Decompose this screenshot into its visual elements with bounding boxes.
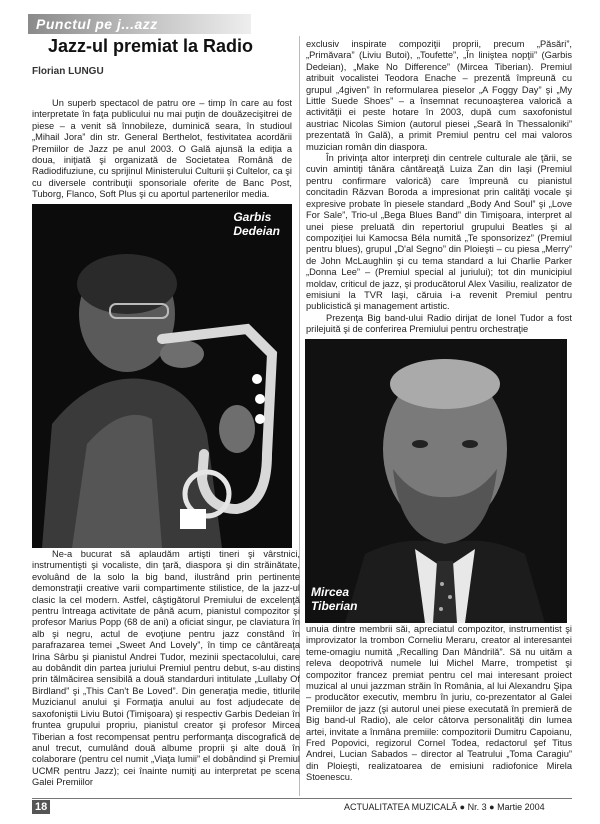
photo1-caption bbox=[233, 210, 280, 238]
paragraph-bigband: Prezenţa Big band-ului Radio dirijat de Ionel Tudor a fost prilejuită şi de conferirea Premiului pentru orchestraţie bbox=[306, 312, 572, 335]
page-footer bbox=[0, 798, 600, 818]
caption-line: Garbis bbox=[233, 210, 272, 224]
page-number: 18 bbox=[32, 800, 50, 814]
section-rubric: Punctul pe j...azz bbox=[28, 14, 251, 34]
paragraph-awards: Ne-a bucurat să aplaudăm artişti tineri şi vârstnici, instrumentişti şi vocaliste, din ţară, diaspora şi din străinătate, evoluând de la solo la big band, ilustrând prin pertinente demonstraţii creative varii compartimente stilistice, de la jazz-ul clasic la cel modern. Astfel, câştigătorul Premiului de excelenţă pentru întreaga activitate de până acum, pianistul compozitor şi profesor Marius Popp (68 de ani) a oficiat singur, pe claviatura în alb şi negru, actul de evoţiune pentru jazz constând în parafrazarea temei „Sweet And Lovely”, în timp ce cântăreaţa Irina Sârbu şi pianistul Andrei Tudor, mezinii spectacolului, care au dobândit din partea juriului Premiul pentru debut, s-au distins prin tălmăcirea sensibilă a două standarduri intitulate „Lullaby Of Birdland” şi „This Can't Be Loved”. Din generaţia medie, titlurile Muzicianul anului şi Formaţia anului au fost adjudecate de saxofoniştii Liviu Butoi (Timişoara) şi respectiv Garbis Dedeian în fruntea grupului propriu, pianistul creator şi profesor Mircea Tiberian a fost recompensat pentru performanţa discografică de anul trecut, cumulând două albume proprii şi alte două în colaborare (pentru cel numit „Viaţa lumii” el dobândind şi Premiul UCMR pentru Jazz); cei înainte numiţi au interpretat pe scena Galei Premiilor bbox=[32, 549, 300, 788]
photo-garbis-dedeian bbox=[32, 204, 292, 548]
article-column-2-top bbox=[306, 39, 572, 337]
saxophonist-photo-icon bbox=[32, 204, 292, 548]
paragraph-regional: În privinţa altor interpreţi din centrele culturale ale ţării, se cuvin amintiţi tânăra cântăreaţă Luiza Zan din Iaşi (Premiul pentru confirmare valorică) care împreună cu pianistul concitadin Răzvan Boroda a impresionat prin calităţi vocale şi expresive probate în piesele standard „Body And Soul” şi „Love For Sale”, Trio-ul „Bega Blues Band” din Timişoara, interpret al unei piese preluată din repertoriul grupului Beatles şi al compoziţiei lui Kamocsa Béla numită „Te sponsorizez” (Premiul pentru blues), grupul „D'al Segno” din Ploieşti – cu piesa „Merry” de John McLaughlin şi cu tema standard a lui Charlie Parker „Donna Lee” – (Premiul special al juriului); tot din municipiul moldav, criticul de jazz, şi producătorul Alex Vasiliu, realizator de emisiuni la TVR Iaşi, căruia i-a revenit Premiul pentru publicistică şi management artistic. bbox=[306, 153, 572, 312]
paragraph-intro: Un superb spectacol de patru ore – timp în care au fost interpretate în faţa publicului nu mai puţin de douăzecişitrei de piese – a venit să înnobileze, duminică seara, în studioul „Mihail Jora” din str. General Berthelot, festivitatea acordării Premiilor de Jazz pe anul 2003. O Gală ajunsă la ediţia a doua, iniţiată şi organizată de Societatea Română de Radiodifuziune, cu sprijinul Ministerului Culturii şi Cultelor, ca şi cu diversele contribuţii sponsoriale oferite de Banc Post, Tuborg, Flanco, Soft Plus şi cu aportul partenerilor media. bbox=[32, 98, 292, 200]
caption-line: Tiberian bbox=[311, 599, 358, 613]
caption-line: Dedeian bbox=[233, 224, 280, 238]
paragraph-continued: exclusiv inspirate compoziţii proprii, precum „Păsări”, „Primăvara” (Liviu Butoi), „Toufette”, „În linişteа nopţii” (Garbis Dedeian), „Make No Difference” (Mircea Tiberian). Premiul atribuit vocalistei Teodora Enache – prezentă împreună cu grupul „4given” în reformularea pieselor „A Foggy Day” şi „My Little Suede Shoes” – a însemnat recunoaşterea valorică a activităţii ei peste hotare în 2003, după cum saxofonistul austriac Nicolas Simion (autorul piesei „Seară în Thessaloniki” prezentată în Gală), a primit Premiul pentru cel mai valoros muzician român din diaspora. bbox=[306, 39, 572, 152]
caption-line: Mircea bbox=[311, 585, 350, 599]
paragraph-closing: unuia dintre membrii săi, apreciatul compozitor, instrumentist şi improvizator la trombon Corneliu Meraru, creator al interesantei teme-omagiu numită „Recalling Dan Mândrilă”. Să nu uităm a releva deopotrivă numele lui Michel Marre, trompetist şi compozitor francez premiat pentru cel mai interesant proiect muzical al unui jazzman străin în România, al lui Alexandru Şipa – producător executiv, membru în juriu, co-prezentator al Galei Premiilor de jazz (şi autorul unei piese executată în premieră de Big band-ul Radio), ale celor câtorva personalităţi din lumea artei, invitate a înmâna premiile: compozitorii Dumitru Capoianu, Fred Popovici, regizorul Cornel Todea, redactorul şef Titus Andrei, Lucian Sabados – director al Teatrului „Toma Caragiu” din Ploieşti, realizatoarea de emisiuni radiofonice Mirela Stoenescu. bbox=[306, 624, 572, 783]
photo2-caption bbox=[311, 585, 357, 613]
footer-rule bbox=[32, 798, 572, 799]
article-author: Florian LUNGU bbox=[32, 66, 104, 77]
photo-mircea-tiberian bbox=[305, 339, 567, 623]
portrait-photo-icon bbox=[305, 339, 567, 623]
article-column-1-bottom bbox=[32, 549, 300, 805]
article-headline: Jazz-ul premiat la Radio bbox=[48, 36, 254, 56]
article-column-2-bottom bbox=[306, 624, 572, 804]
publication-info: ACTUALITATEA MUZICALĂ ● Nr. 3 ● Martie 2004 bbox=[344, 802, 545, 812]
article-column-1-top bbox=[32, 98, 292, 208]
